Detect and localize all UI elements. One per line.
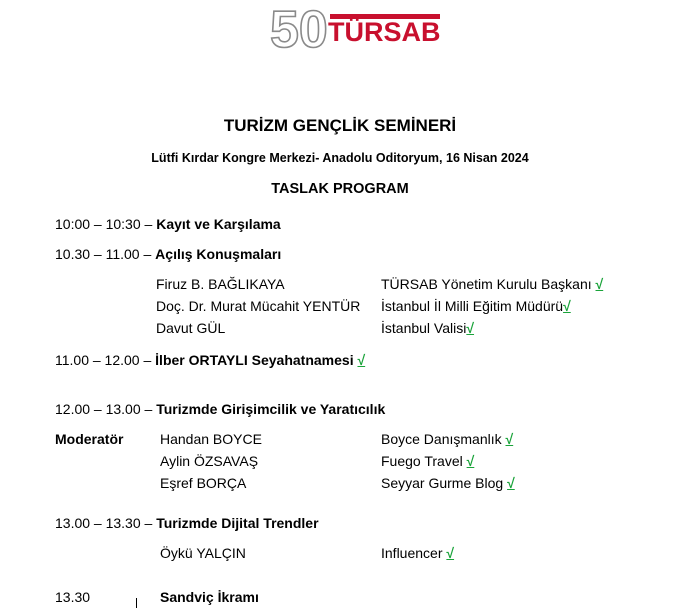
page-title: TURİZM GENÇLİK SEMİNERİ	[223, 116, 457, 135]
session-row	[55, 216, 281, 232]
session-title: Açılış Konuşmaları	[155, 246, 282, 262]
panelist-name: Eşref BORÇA	[160, 475, 247, 491]
session-title: İlber ORTAYLI Seyahatnamesi	[155, 352, 358, 368]
speaker-role: Influencer √	[381, 545, 455, 561]
logo-number: 50	[270, 1, 328, 52]
session-time: 13.30	[55, 589, 91, 605]
session-title: Sandviç İkramı	[160, 589, 259, 605]
session-title: Turizmde Dijital Trendler	[156, 515, 319, 531]
panelist-affiliation: Boyce Danışmanlık √	[381, 431, 514, 447]
session-time: 12.00 – 13.00 –	[55, 401, 153, 417]
speaker-role: İstanbul Valisi√	[381, 320, 475, 336]
logo-brand: TÜRSAB	[328, 17, 441, 47]
check-mark-icon: √	[563, 298, 571, 314]
session-row	[55, 401, 385, 417]
session-time: 13.00 – 13.30 –	[55, 515, 153, 531]
tursab-50-logo	[270, 0, 445, 52]
session-time: 10:00 – 10:30 –	[55, 216, 153, 232]
speaker-role: İstanbul İl Milli Eğitim Müdürü√	[381, 298, 571, 314]
check-mark-icon: √	[595, 276, 604, 292]
speaker-name: Firuz B. BAĞLIKAYA	[156, 276, 285, 292]
speaker-name: Doç. Dr. Murat Mücahit YENTÜR	[156, 298, 361, 314]
session-row	[55, 246, 281, 262]
check-mark-icon: √	[357, 352, 366, 368]
check-mark-icon: √	[466, 453, 475, 469]
speaker-role: TÜRSAB Yönetim Kurulu Başkanı √	[381, 276, 604, 292]
check-mark-icon: √	[507, 475, 515, 491]
panelist-affiliation: Seyyar Gurme Blog √	[381, 475, 515, 491]
panelist-name: Aylin ÖZSAVAŞ	[160, 453, 259, 469]
speaker-name: Davut GÜL	[156, 320, 226, 336]
session-row	[55, 515, 319, 531]
check-mark-icon: √	[446, 545, 455, 561]
check-mark-icon: √	[505, 431, 514, 447]
speaker-name: Öykü YALÇIN	[160, 545, 246, 561]
panelist-name: Handan BOYCE	[160, 431, 262, 447]
session-time: 11.00 – 12.00 –	[55, 352, 152, 368]
divider	[136, 598, 137, 608]
panelist-affiliation: Fuego Travel √	[381, 453, 475, 469]
program-heading: TASLAK PROGRAM	[271, 181, 409, 197]
session-title: Kayıt ve Karşılama	[156, 216, 281, 232]
event-location-date: Lütfi Kırdar Kongre Merkezi- Anadolu Oditoryum, 16 Nisan 2024	[151, 151, 529, 165]
check-mark-icon: √	[466, 320, 475, 336]
session-time: 10.30 – 11.00 –	[55, 246, 152, 262]
session-title: Turizmde Girişimcilik ve Yaratıcılık	[156, 401, 386, 417]
session-row	[55, 352, 365, 368]
moderator-label: Moderatör	[55, 431, 124, 447]
